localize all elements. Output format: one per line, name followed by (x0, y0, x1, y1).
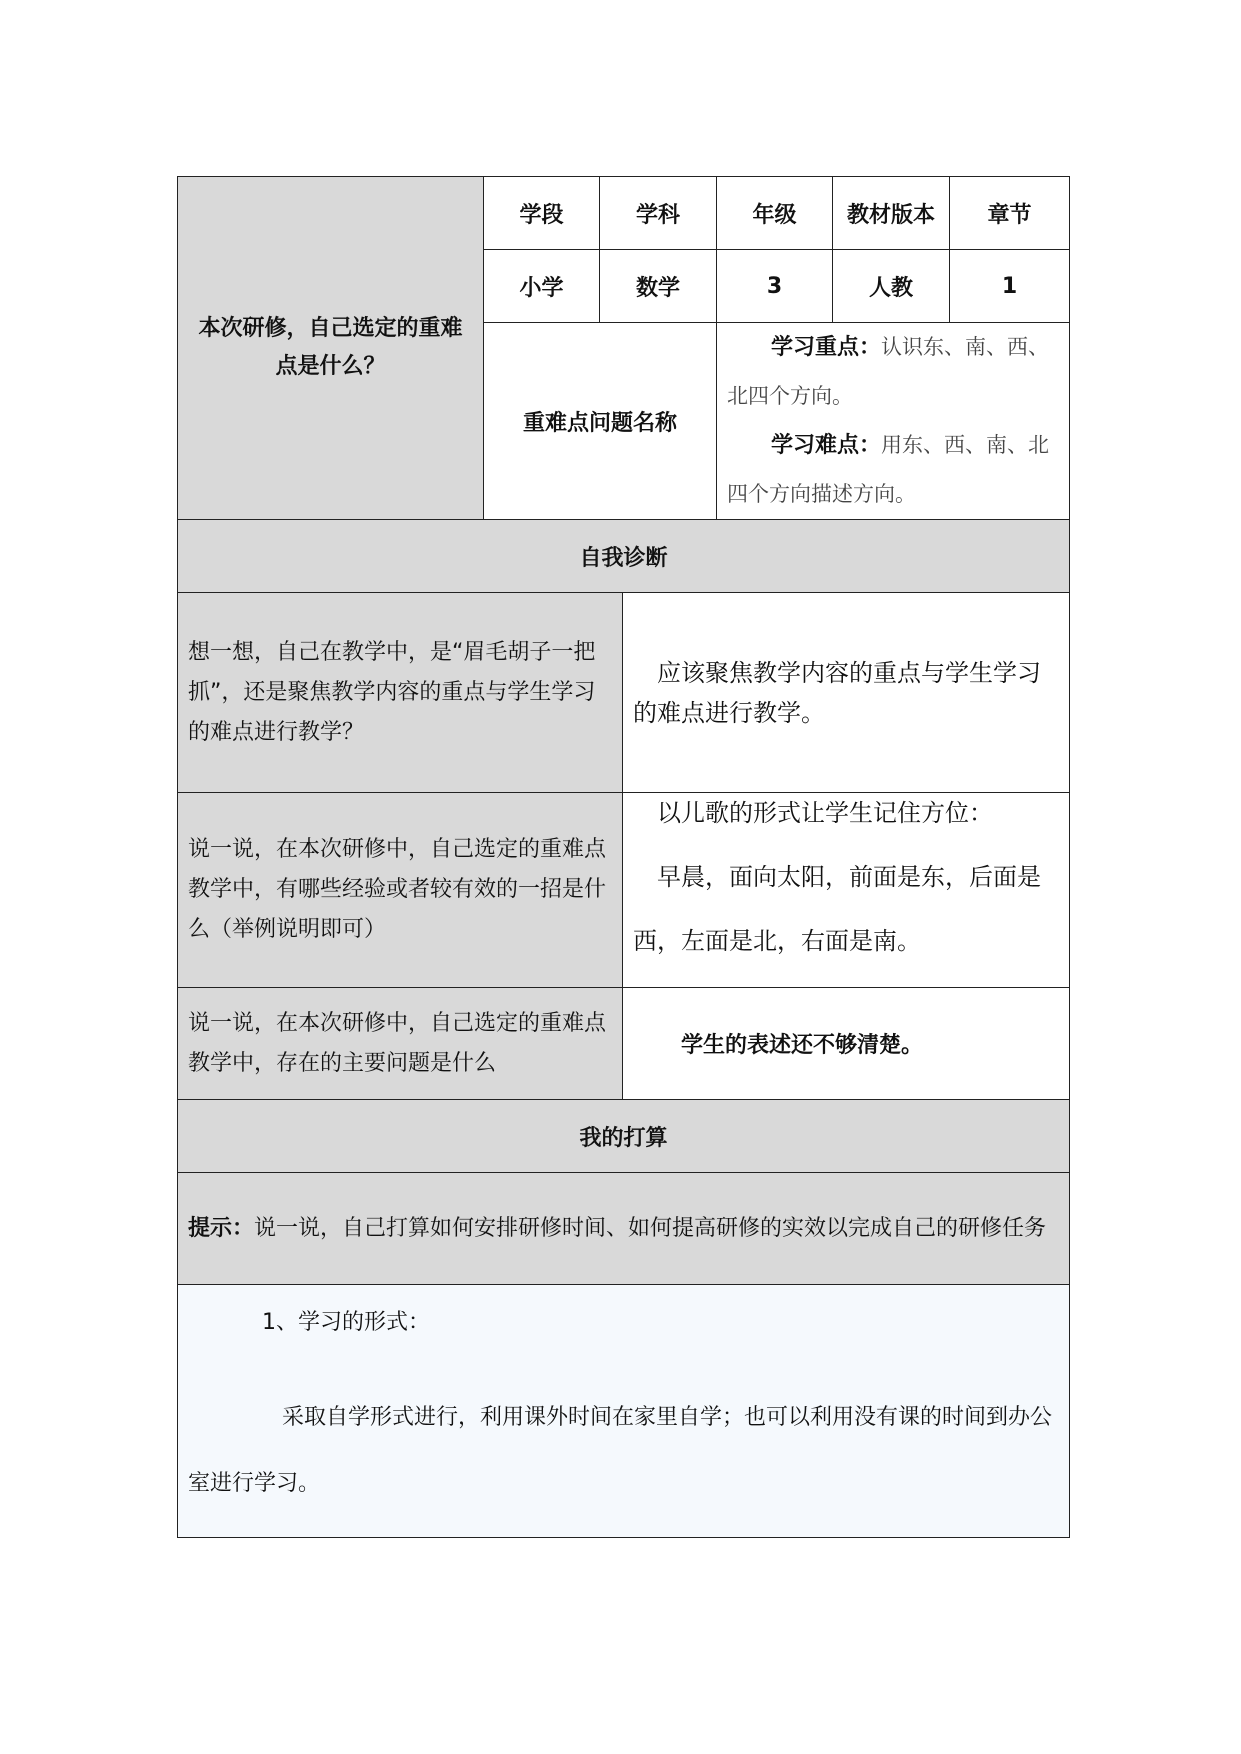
col-stage-header: 学段 (484, 177, 600, 250)
hint-label: 提示： (188, 1215, 255, 1241)
song-intro: 以儿歌的形式让学生记住方位： (657, 799, 993, 827)
difficulty-point: 学习难点：用东、西、南、北四个方向描述方向。 (727, 433, 1050, 506)
plan-content (178, 1285, 1069, 1537)
plan-title: 我的打算 (178, 1100, 1069, 1173)
val-chapter: 1 (950, 250, 1069, 323)
col-subject-header: 学科 (600, 177, 717, 250)
diagnosis-title: 自我诊断 (178, 520, 1069, 593)
diagnosis-q3: 说一说，在本次研修中，自己选定的重难点教学中，存在的主要问题是什么 (178, 988, 623, 1100)
diagnosis-q2: 说一说，在本次研修中，自己选定的重难点教学中，有哪些经验或者较有效的一招是什么（举例说明即可） (178, 793, 623, 988)
song-text: 早晨，面向太阳，前面是东，后面是西，左面是北，右面是南。 (633, 863, 1041, 955)
col-chapter-header: 章节 (950, 177, 1069, 250)
research-plan-table (177, 176, 1070, 1538)
hint-text: 说一说，自己打算如何安排研修时间、如何提高研修的实效以完成自己的研修任务 (254, 1215, 1047, 1241)
question-text: 本次研修，自己选定的重难点是什么？ (198, 316, 463, 379)
key-point: 学习重点：认识东、南、西、北四个方向。 (727, 335, 1050, 408)
diagnosis-a1: 应该聚焦教学内容的重点与学生学习的难点进行教学。 (623, 593, 1069, 793)
val-grade: 3 (717, 250, 833, 323)
col-grade-header: 年级 (717, 177, 833, 250)
plan-hint (178, 1173, 1069, 1285)
plan-item1-title: 1、学习的形式： (262, 1310, 430, 1335)
col-edition-header: 教材版本 (833, 177, 950, 250)
val-subject: 数学 (600, 250, 717, 323)
diagnosis-a2 (623, 793, 1069, 988)
key-points-cell (717, 323, 1069, 520)
plan-item1-text: 采取自学形式进行，利用课外时间在家里自学；也可以利用没有课的时间到办公室进行学习。 (188, 1405, 1053, 1496)
val-edition: 人教 (833, 250, 950, 323)
question-cell (178, 177, 484, 520)
diagnosis-a3: 学生的表述还不够清楚。 (623, 988, 1069, 1100)
diagnosis-q1: 想一想，自己在教学中，是“眉毛胡子一把抓”，还是聚焦教学内容的重点与学生学习的难点进行教学？ (178, 593, 623, 793)
problem-label-cell: 重难点问题名称 (484, 323, 717, 520)
val-stage: 小学 (484, 250, 600, 323)
